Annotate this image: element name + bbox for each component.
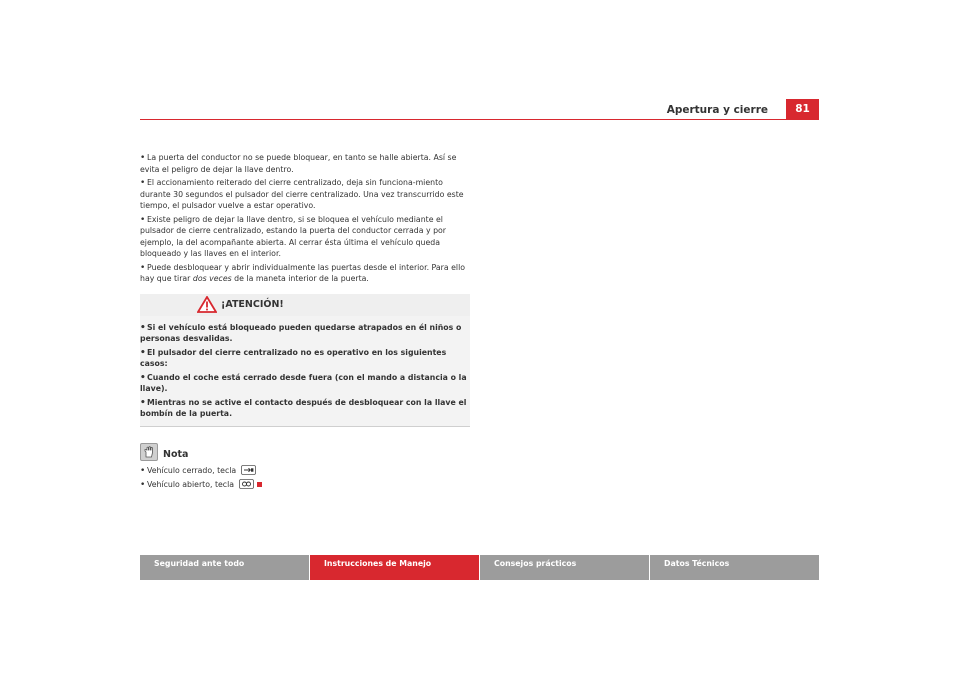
note-header	[140, 443, 470, 461]
note-hand-icon	[140, 443, 158, 461]
warning-item: •Mientras no se active el contacto después de desbloquear con la llave el bombín de la puerta.	[140, 397, 467, 418]
lock-key-icon	[241, 465, 256, 479]
main-content	[140, 152, 470, 494]
end-of-section-icon	[257, 482, 262, 487]
bullet-icon: •	[140, 465, 146, 476]
unlock-key-icon	[239, 479, 254, 493]
bullet-icon: •	[140, 372, 146, 383]
bullet-icon: •	[140, 214, 146, 225]
warning-item: •Cuando el coche está cerrado desde fuera (con el mando a distancia o la llave).	[140, 372, 467, 393]
bullet-icon: •	[140, 178, 146, 188]
header-rule	[140, 119, 819, 120]
bullet-icon: •	[140, 262, 146, 273]
note-items	[140, 465, 470, 493]
bullet-icon: •	[140, 322, 146, 333]
bullet-paragraph: • Puede desbloquear y abrir individualmente las puertas desde el interior. Para ello hay que tirar dos veces de la maneta interior de la puerta.	[140, 262, 466, 283]
section-title: Apertura y cierre	[666, 104, 768, 116]
note-title: Nota	[163, 448, 189, 460]
footer-nav	[140, 555, 819, 580]
warning-triangle-icon	[197, 296, 217, 317]
bullet-paragraph: • La puerta del conductor no se puede bloquear, en tanto se halle abierta. Así se evita el peligro de dejar la llave dentro.	[140, 153, 457, 174]
note-item: • Vehículo cerrado, tecla	[140, 465, 470, 479]
page-number-badge: 81	[786, 99, 819, 119]
bullet-paragraph: • Existe peligro de dejar la llave dentro, si se bloquea el vehículo mediante el pulsador de cierre centralizado, estando la puerta del conductor cerrada y por ejemplo, la del acompañante abierta. Al cerrar ésta última el vehículo queda bloqueado y las llaves en el interior.	[140, 214, 446, 258]
warning-body	[140, 316, 470, 426]
footer-tab-consejos[interactable]: Consejos prácticos	[480, 555, 649, 580]
footer-tab-instrucciones[interactable]: Instrucciones de Manejo	[310, 555, 479, 580]
bullet-icon: •	[140, 397, 146, 408]
bullet-icon: •	[140, 480, 146, 490]
warning-title: ¡ATENCIÓN!	[221, 298, 284, 310]
bullet-icon: •	[140, 347, 146, 358]
warning-item: •Si el vehículo está bloqueado pueden quedarse atrapados en él niños o personas desvalidas.	[140, 322, 462, 343]
bullet-paragraph: • El accionamiento reiterado del cierre centralizado, deja sin funciona-miento durante 30 segundos el pulsador del cierre centralizado. Una vez transcurrido este tiempo, el pulsador vuelve a estar operativo.	[140, 178, 464, 210]
bullet-icon: •	[140, 153, 146, 163]
note-item: • Vehículo abierto, tecla	[140, 479, 470, 493]
footer-tab-datos[interactable]: Datos Técnicos	[650, 555, 819, 580]
warning-header	[140, 294, 470, 316]
footer-tab-seguridad[interactable]: Seguridad ante todo	[140, 555, 309, 580]
warning-item: •El pulsador del cierre centralizado no es operativo en los siguientes casos:	[140, 347, 447, 368]
warning-box	[140, 294, 470, 427]
